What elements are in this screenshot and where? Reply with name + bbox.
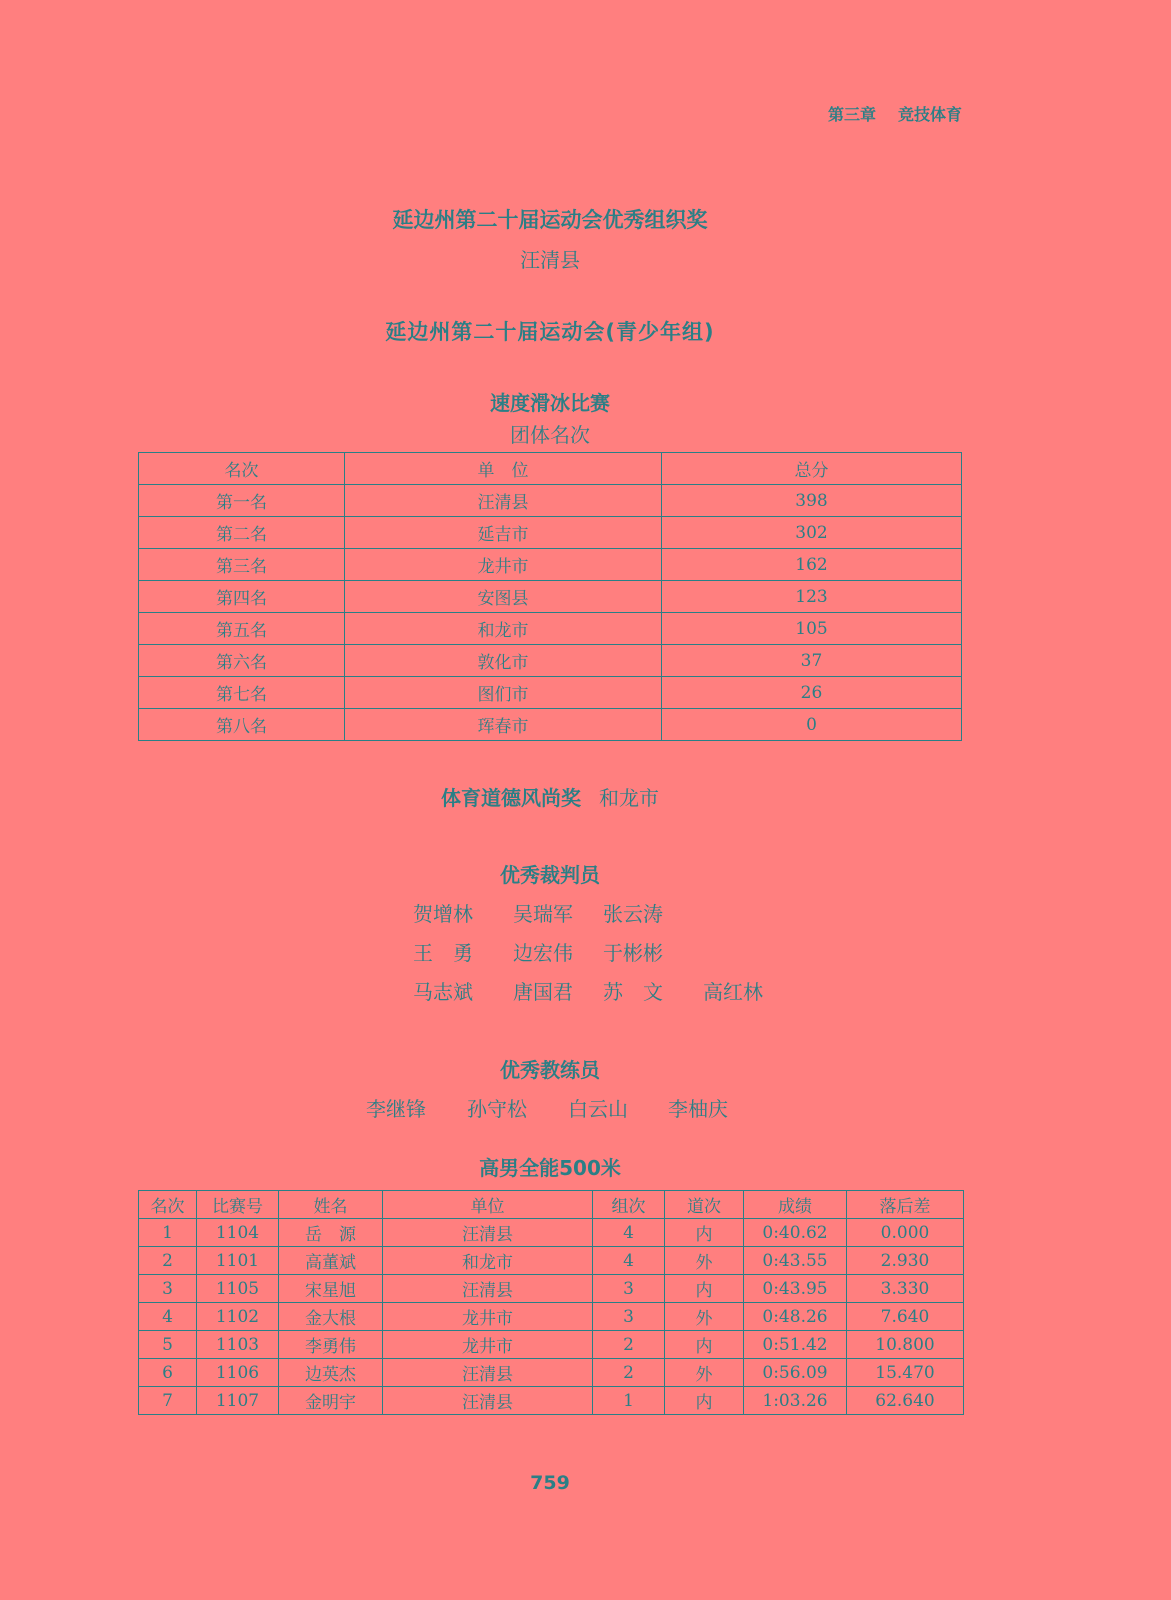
table-row <box>139 485 962 517</box>
referee-name: 于彬彬 <box>603 941 663 965</box>
table-cell: 金大根 <box>279 1303 383 1331</box>
table-row <box>139 645 962 677</box>
table-cell: 7.640 <box>847 1303 964 1331</box>
table-cell: 外 <box>665 1359 744 1387</box>
table-cell: 2 <box>593 1331 665 1359</box>
table-header-row <box>139 453 962 485</box>
column-header: 单 位 <box>345 453 662 485</box>
table-cell: 4 <box>593 1247 665 1275</box>
table-cell: 0:51.42 <box>744 1331 847 1359</box>
table-cell: 龙井市 <box>383 1331 593 1359</box>
table-row <box>139 517 962 549</box>
table-cell: 龙井市 <box>383 1303 593 1331</box>
table-cell: 汪清县 <box>383 1359 593 1387</box>
table-row <box>139 1275 964 1303</box>
sportsmanship-award <box>0 782 1100 811</box>
table-row <box>139 549 962 581</box>
table-cell: 边英杰 <box>279 1359 383 1387</box>
coaches-title: 优秀教练员 <box>500 1058 600 1082</box>
table-cell: 内 <box>665 1331 744 1359</box>
coach-name: 孙守松 <box>467 1097 527 1121</box>
speed-skating-title: 速度滑冰比赛 <box>490 391 610 415</box>
table-cell: 1106 <box>197 1359 279 1387</box>
table-cell: 1103 <box>197 1331 279 1359</box>
table-cell: 0:56.09 <box>744 1359 847 1387</box>
table-cell: 0:43.55 <box>744 1247 847 1275</box>
table-cell: 第三名 <box>139 549 345 581</box>
table-row <box>139 581 962 613</box>
table-cell: 第四名 <box>139 581 345 613</box>
table-cell: 第二名 <box>139 517 345 549</box>
column-header: 组次 <box>593 1191 665 1219</box>
table-cell: 第六名 <box>139 645 345 677</box>
table-row <box>139 1247 964 1275</box>
table-cell: 123 <box>662 581 962 613</box>
running-header <box>828 102 962 125</box>
table-cell: 6 <box>139 1359 197 1387</box>
table-cell: 26 <box>662 677 962 709</box>
table-cell: 外 <box>665 1247 744 1275</box>
table-cell: 龙井市 <box>345 549 662 581</box>
column-header: 成绩 <box>744 1191 847 1219</box>
table-row <box>139 1387 964 1415</box>
referee-name: 吴瑞军 <box>513 902 573 926</box>
table-header-row <box>139 1191 964 1219</box>
table-cell: 安图县 <box>345 581 662 613</box>
table-cell: 第八名 <box>139 709 345 741</box>
column-header: 单位 <box>383 1191 593 1219</box>
table-cell: 1105 <box>197 1275 279 1303</box>
coach-name: 李柚庆 <box>668 1097 728 1121</box>
table-cell: 1101 <box>197 1247 279 1275</box>
team-ranking-table <box>138 452 962 741</box>
table-cell: 37 <box>662 645 962 677</box>
table-cell: 0:48.26 <box>744 1303 847 1331</box>
coach-name: 白云山 <box>568 1097 628 1121</box>
column-header: 名次 <box>139 453 345 485</box>
table-cell: 0 <box>662 709 962 741</box>
table-cell: 302 <box>662 517 962 549</box>
referee-name: 唐国君 <box>513 980 573 1004</box>
event-title: 高男全能500米 <box>479 1156 621 1180</box>
coach-name: 李继锋 <box>366 1097 426 1121</box>
table-row <box>139 1359 964 1387</box>
table-cell: 汪清县 <box>383 1275 593 1303</box>
table-cell: 4 <box>139 1303 197 1331</box>
table-cell: 汪清县 <box>345 485 662 517</box>
table-cell: 105 <box>662 613 962 645</box>
referee-name: 马志斌 <box>413 980 473 1004</box>
referee-name: 边宏伟 <box>513 941 573 965</box>
table-cell: 高董斌 <box>279 1247 383 1275</box>
sportsmanship-award-value: 和龙市 <box>599 786 659 810</box>
referees-title: 优秀裁判员 <box>500 863 600 887</box>
table-row <box>139 1303 964 1331</box>
table-cell: 内 <box>665 1387 744 1415</box>
referee-name: 高红林 <box>703 980 763 1004</box>
table-cell: 李勇伟 <box>279 1331 383 1359</box>
table-cell: 第七名 <box>139 677 345 709</box>
table-cell: 0:40.62 <box>744 1219 847 1247</box>
youth-games-title: 延边州第二十届运动会(青少年组) <box>385 320 715 344</box>
table-cell: 2 <box>593 1359 665 1387</box>
table-cell: 外 <box>665 1303 744 1331</box>
table-cell: 15.470 <box>847 1359 964 1387</box>
column-header: 道次 <box>665 1191 744 1219</box>
chapter-label: 第三章 <box>827 105 876 124</box>
table-cell: 宋星旭 <box>279 1275 383 1303</box>
table-cell: 3 <box>593 1303 665 1331</box>
table-cell: 内 <box>665 1219 744 1247</box>
referee-name: 苏 文 <box>603 980 663 1004</box>
table-cell: 第五名 <box>139 613 345 645</box>
column-header: 姓名 <box>279 1191 383 1219</box>
table-cell: 5 <box>139 1331 197 1359</box>
column-header: 总分 <box>662 453 962 485</box>
column-header: 名次 <box>139 1191 197 1219</box>
table-cell: 2.930 <box>847 1247 964 1275</box>
table-cell: 162 <box>662 549 962 581</box>
referee-name: 张云涛 <box>603 902 663 926</box>
table-cell: 敦化市 <box>345 645 662 677</box>
table-row <box>139 1219 964 1247</box>
table-cell: 内 <box>665 1275 744 1303</box>
table-cell: 4 <box>593 1219 665 1247</box>
table-cell: 第一名 <box>139 485 345 517</box>
table-cell: 10.800 <box>847 1331 964 1359</box>
table-cell: 和龙市 <box>383 1247 593 1275</box>
table-cell: 和龙市 <box>345 613 662 645</box>
table-row <box>139 613 962 645</box>
table-cell: 62.640 <box>847 1387 964 1415</box>
section-label: 竞技体育 <box>897 105 962 124</box>
table-cell: 珲春市 <box>345 709 662 741</box>
table-cell: 3 <box>593 1275 665 1303</box>
table-cell: 3 <box>139 1275 197 1303</box>
table-cell: 1 <box>593 1387 665 1415</box>
referee-name: 贺增林 <box>413 902 473 926</box>
table-cell: 1 <box>139 1219 197 1247</box>
table-row <box>139 677 962 709</box>
table-cell: 0.000 <box>847 1219 964 1247</box>
table-cell: 1104 <box>197 1219 279 1247</box>
table-cell: 398 <box>662 485 962 517</box>
table-cell: 0:43.95 <box>744 1275 847 1303</box>
column-header: 比赛号 <box>197 1191 279 1219</box>
table-cell: 汪清县 <box>383 1387 593 1415</box>
organization-award-title: 延边州第二十届运动会优秀组织奖 <box>392 208 708 232</box>
table-cell: 图们市 <box>345 677 662 709</box>
page-number: 759 <box>530 1472 570 1494</box>
table-cell: 3.330 <box>847 1275 964 1303</box>
organization-award-unit: 汪清县 <box>520 248 580 272</box>
column-header: 落后差 <box>847 1191 964 1219</box>
table-cell: 汪清县 <box>383 1219 593 1247</box>
table-row <box>139 1331 964 1359</box>
table-cell: 延吉市 <box>345 517 662 549</box>
table-cell: 岳 源 <box>279 1219 383 1247</box>
team-ranking-subtitle: 团体名次 <box>510 423 590 447</box>
table-cell: 金明宇 <box>279 1387 383 1415</box>
sportsmanship-award-label: 体育道德风尚奖 <box>441 786 581 810</box>
table-cell: 1102 <box>197 1303 279 1331</box>
table-cell: 2 <box>139 1247 197 1275</box>
table-cell: 7 <box>139 1387 197 1415</box>
table-cell: 1107 <box>197 1387 279 1415</box>
referee-name: 王 勇 <box>413 941 473 965</box>
table-cell: 1:03.26 <box>744 1387 847 1415</box>
event-results-table <box>138 1190 964 1415</box>
table-row <box>139 709 962 741</box>
